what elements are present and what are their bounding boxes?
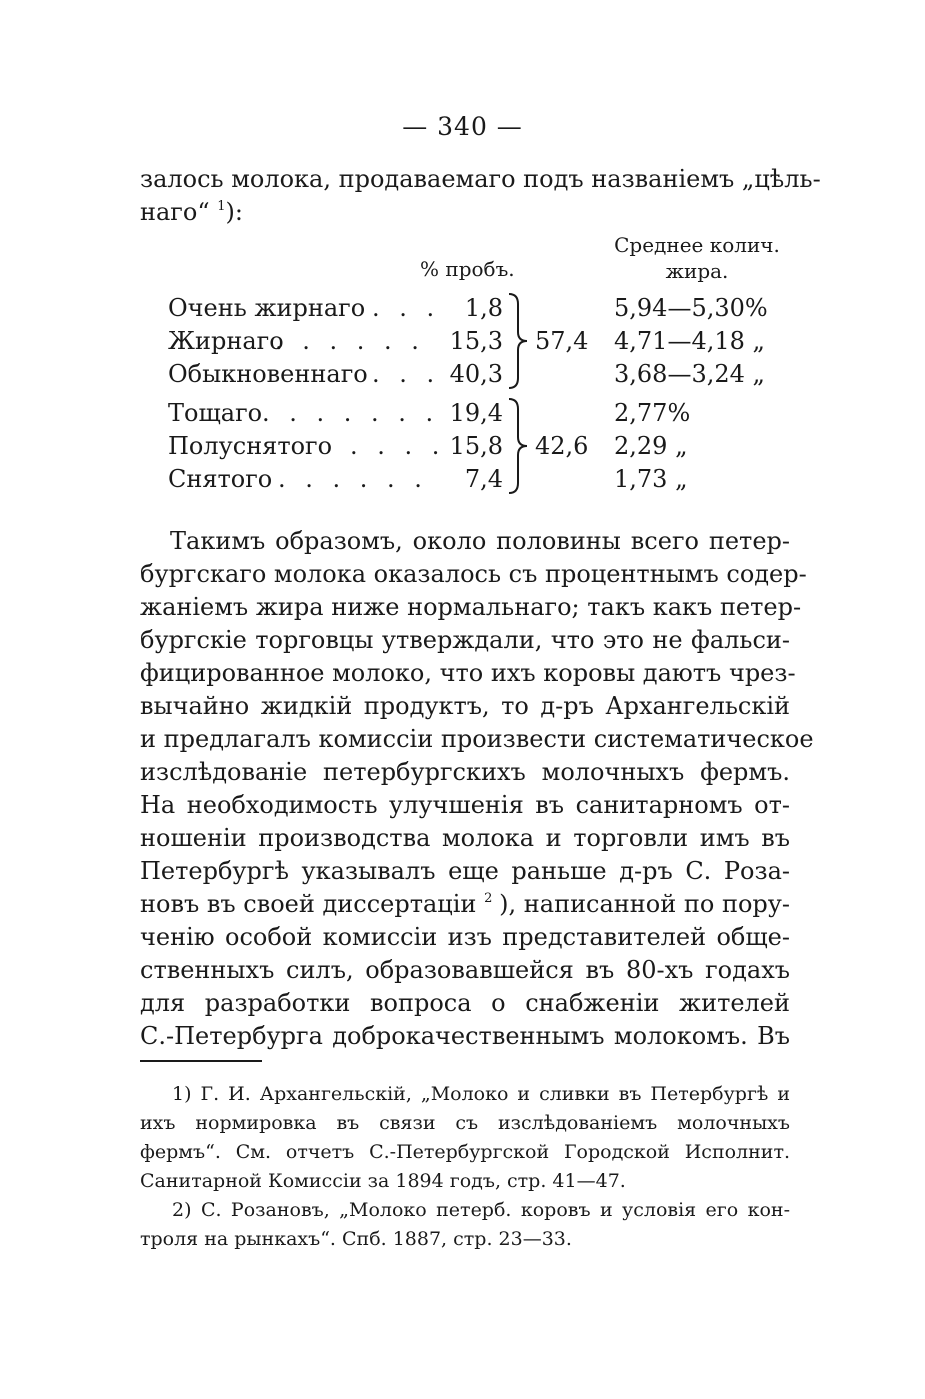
row-dots: . . . .	[350, 432, 446, 460]
row-percent: 1,8	[464, 294, 503, 322]
percent-column-header: % пробъ.	[420, 257, 515, 281]
row-fat: 2,29 „	[614, 432, 688, 460]
fat-column-header-line-2: жира.	[665, 259, 729, 283]
row-label: Полуснятого	[168, 432, 333, 460]
footnote-line: фермъ“. См. отчетъ С.-Петербургской Городской Исполнит.	[140, 1141, 790, 1163]
row-dots: . . . . . . .	[262, 399, 440, 427]
group-total: 57,4	[535, 327, 589, 355]
footnote-text: С. Розановъ, „Молоко петерб. коровъ и условія его кон-	[200, 1199, 790, 1221]
intro-line-2-tail: ):	[225, 198, 243, 226]
paragraph-line-part-2: ), написанной по пору-	[499, 890, 790, 918]
fat-column-header	[612, 232, 782, 284]
row-percent: 15,8	[449, 432, 503, 460]
paragraph-line: ственныхъ силъ, образовавшейся въ 80-хъ годахъ	[140, 956, 790, 984]
intro-line-2-text: наго“	[140, 198, 210, 226]
paragraph-line: бургскіе торговцы утверждали, что это не фальси-	[140, 626, 790, 654]
footnote-ref-2: 2	[484, 891, 493, 906]
paragraph-line: и предлагалъ комиссіи произвести систематическое	[140, 725, 814, 753]
footnote-line	[140, 1196, 790, 1225]
row-fat: 3,68—3,24 „	[614, 360, 765, 388]
intro-line-1: залось молока, продаваемаго подъ названіемъ „цѣль-	[140, 165, 821, 193]
row-label: Снятого	[168, 465, 273, 493]
paragraph-line-part-1: новъ въ своей диссертаціи	[140, 890, 477, 918]
row-label: Жирнаго	[168, 327, 284, 355]
footnote-text: Г. И. Архангельскій, „Молоко и сливки въ Петербургѣ и	[200, 1083, 791, 1105]
paragraph-line: ченію особой комиссіи изъ представителей обще-	[140, 923, 790, 951]
row-percent: 15,3	[449, 327, 503, 355]
footnote-line: ихъ нормировка въ связи съ изслѣдованіемъ молочныхъ	[140, 1112, 790, 1134]
row-dots: . . . . . .	[275, 327, 425, 355]
paragraph-line: фицированное молоко, что ихъ коровы даютъ чрез-	[140, 659, 796, 687]
row-dots: . . . . . .	[278, 465, 428, 493]
footnote-marker: 1)	[172, 1083, 192, 1105]
paragraph-line	[140, 888, 790, 920]
row-percent: 7,4	[464, 465, 503, 493]
paragraph-line: Петербургѣ указывалъ еще раньше д-ръ С. Роза-	[140, 857, 790, 885]
paragraph-line: С.-Петербурга доброкачественнымъ молокомъ. Въ	[140, 1022, 790, 1050]
footnote-separator	[140, 1060, 262, 1062]
paragraph-line: На необходимость улучшенія въ санитарномъ от-	[140, 791, 790, 819]
row-dots: . . .	[372, 294, 441, 322]
row-fat: 2,77%	[614, 399, 691, 427]
row-label: Тощаго	[168, 399, 263, 427]
footnote-line: Санитарной Комиссіи за 1894 годъ, стр. 41—47.	[140, 1170, 626, 1192]
row-fat: 5,94—5,30%	[614, 294, 768, 322]
row-fat: 4,71—4,18 „	[614, 327, 765, 355]
row-percent: 19,4	[449, 399, 503, 427]
group-total: 42,6	[535, 432, 589, 460]
row-label: Очень жирнаго	[168, 294, 366, 322]
right-brace-group-2	[505, 397, 531, 495]
paragraph-line: ношеніи производства молока и торговли имъ въ	[140, 824, 790, 852]
intro-line-2	[140, 196, 790, 228]
row-percent: 40,3	[449, 360, 503, 388]
footnote-line	[140, 1080, 790, 1109]
paragraph-line: жаніемъ жира ниже нормальнаго; такъ какъ петер-	[140, 593, 802, 621]
row-label: Обыкновеннаго	[168, 360, 368, 388]
paragraph-line: бургскаго молока оказалось съ процентнымъ содер-	[140, 560, 807, 588]
paragraph-line: вычайно жидкій продуктъ, то д-ръ Архангельскій	[140, 692, 790, 720]
paragraph-line: Такимъ образомъ, около половины всего петер-	[170, 527, 790, 555]
right-brace-group-1	[505, 292, 531, 390]
row-fat: 1,73 „	[614, 465, 688, 493]
footnote-marker: 2)	[172, 1199, 192, 1221]
paragraph-line: изслѣдованіе петербургскихъ молочныхъ фермъ.	[140, 758, 790, 786]
row-dots: . . .	[372, 360, 441, 388]
paragraph-line: для разработки вопроса о снабженіи жителей	[140, 989, 790, 1017]
footnote-ref-1: 1	[217, 199, 226, 214]
fat-column-header-line-1: Среднее колич.	[614, 233, 780, 257]
footnote-line: троля на рынкахъ“. Спб. 1887, стр. 23—33.	[140, 1228, 572, 1250]
page-number: — 340 —	[402, 112, 523, 141]
